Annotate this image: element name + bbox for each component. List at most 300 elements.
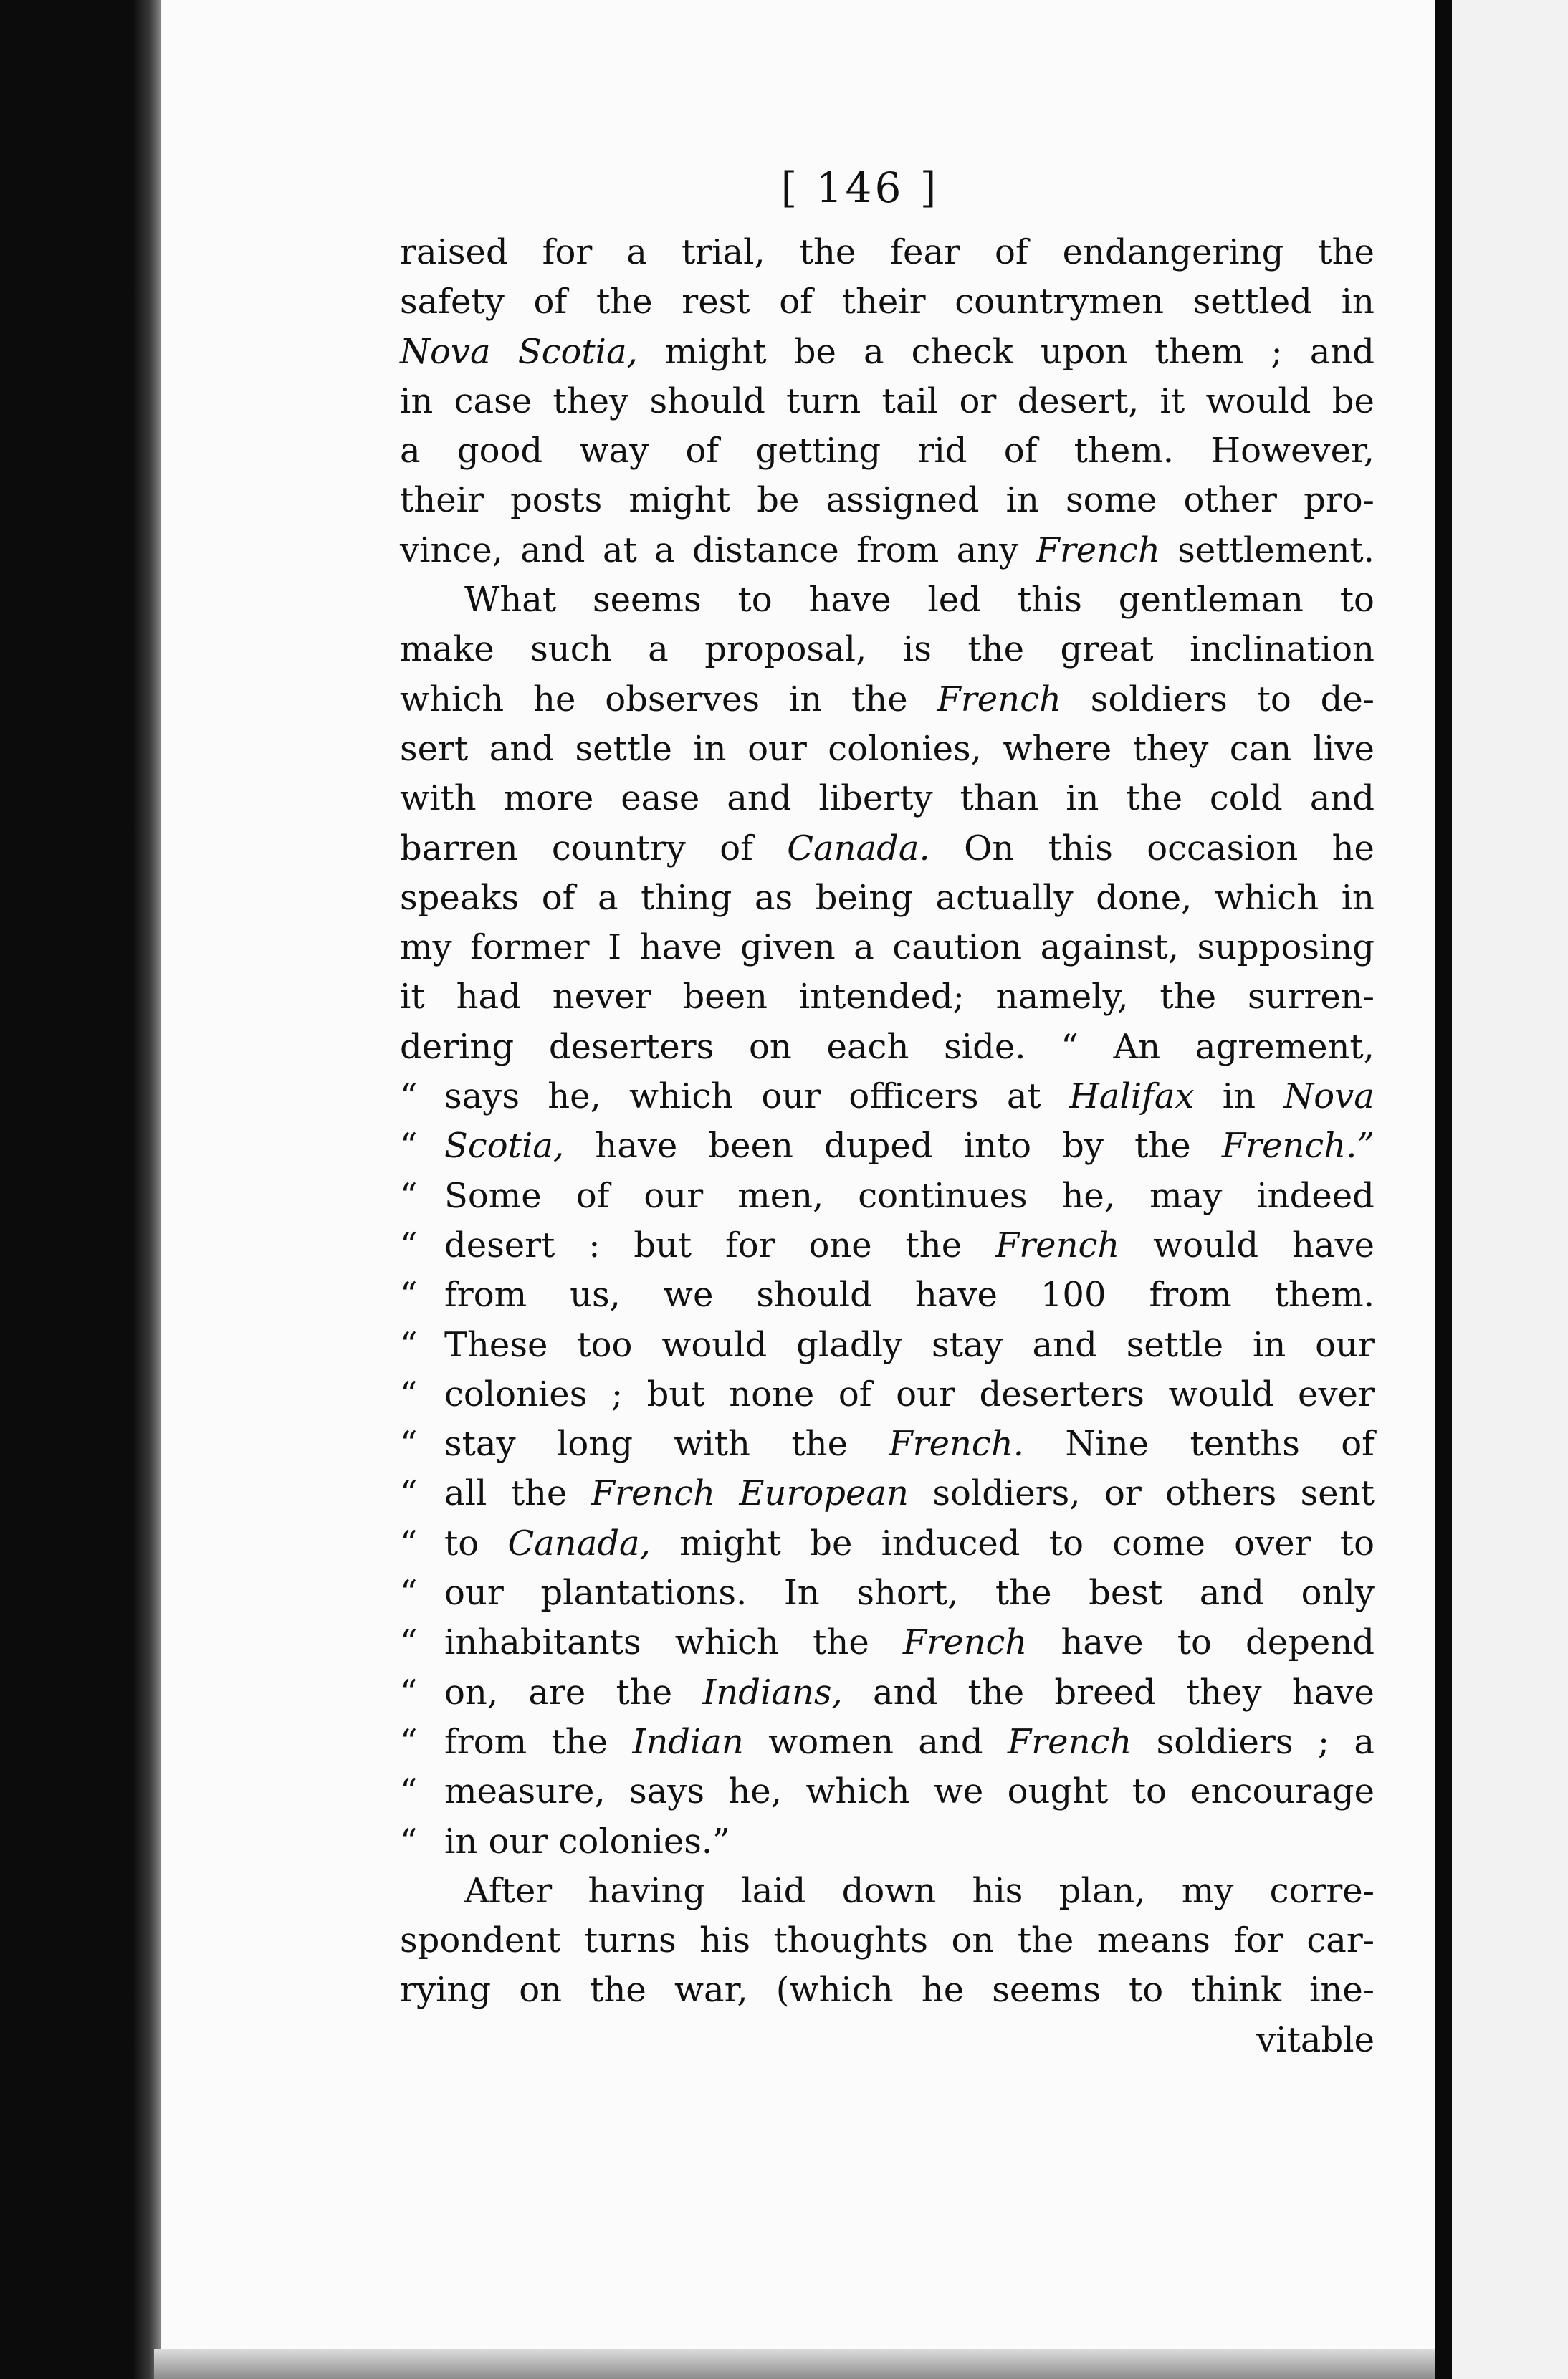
word: ; (1317, 1721, 1329, 1762)
word: gladly (796, 1324, 903, 1365)
word: been (708, 1126, 793, 1167)
word: all (444, 1473, 487, 1514)
quoted-line (400, 1718, 1375, 1767)
word: we (933, 1771, 984, 1812)
word: car- (1306, 1920, 1375, 1961)
word: but (634, 1225, 692, 1265)
word: of (685, 431, 720, 472)
word: a (854, 927, 874, 968)
word: had (456, 977, 521, 1018)
word: others (1165, 1473, 1277, 1514)
word: his (699, 1920, 750, 1961)
word: they (1132, 728, 1209, 769)
word: with (400, 778, 477, 819)
word: Canada, (507, 1523, 651, 1564)
word: tenths (1190, 1424, 1300, 1465)
word: which (629, 1076, 734, 1117)
word: from (444, 1275, 527, 1316)
word: having (588, 1870, 706, 1911)
word: After (464, 1870, 553, 1911)
word: endangering (1062, 232, 1284, 272)
quoted-text (444, 1469, 1375, 1518)
word: of (533, 282, 568, 322)
word: ine- (1309, 1970, 1375, 2011)
word: Indians, (702, 1672, 843, 1713)
word: case (454, 380, 532, 421)
word: he (1332, 828, 1375, 868)
word: and (520, 530, 585, 570)
word: them. (1074, 431, 1175, 472)
word: women (768, 1721, 894, 1762)
text-line (400, 923, 1375, 972)
word: from (856, 530, 940, 570)
word: the (510, 1473, 568, 1514)
word: laid (741, 1870, 806, 1911)
word: the (590, 1970, 646, 2011)
word: assigned (826, 480, 980, 521)
word: been (682, 977, 768, 1018)
word: in (1341, 877, 1375, 918)
word: led (927, 580, 981, 621)
word: to (1132, 1771, 1167, 1812)
word: Nine (1065, 1424, 1149, 1465)
word: think (1191, 1970, 1281, 2011)
word: caution (892, 927, 1023, 968)
word: settle (1126, 1324, 1224, 1365)
word: surren- (1247, 977, 1375, 1018)
word: can (1229, 728, 1292, 769)
text-line (400, 526, 1375, 575)
word: An (1113, 1026, 1161, 1067)
word: given (740, 927, 836, 968)
word: on (748, 1026, 792, 1067)
word: to (1339, 1523, 1375, 1564)
word: as (754, 877, 793, 918)
word: turn (786, 380, 861, 421)
word: and (1199, 1573, 1265, 1614)
text-line (400, 1023, 1375, 1072)
quote-mark: “ (400, 1672, 418, 1713)
word: a (863, 331, 884, 372)
quote-mark: “ (400, 1126, 418, 1167)
word: way (579, 431, 649, 472)
quoted-text (444, 1370, 1375, 1420)
word: Halifax (1069, 1076, 1195, 1117)
word: a (400, 431, 421, 472)
word: us, (570, 1275, 621, 1316)
word: a (597, 877, 618, 918)
word: each (826, 1026, 909, 1067)
quoted-text (444, 1718, 1375, 1767)
word: desert (444, 1225, 555, 1265)
word: have (808, 580, 891, 621)
word: them. (1274, 1275, 1375, 1316)
word: vince, (400, 530, 503, 570)
word: stay (931, 1324, 1003, 1365)
left-binding-edge (0, 0, 154, 2379)
word: have (1291, 1225, 1375, 1265)
word: and (727, 778, 792, 819)
word: men, (737, 1175, 824, 1216)
quoted-line (400, 1817, 1375, 1867)
word: However, (1210, 431, 1375, 472)
quoted-line (400, 1569, 1375, 1618)
word: on, (444, 1672, 499, 1713)
word: any (956, 530, 1019, 570)
word: such (530, 629, 612, 670)
word: : (588, 1225, 601, 1265)
word: ease (621, 778, 700, 819)
word: only (1301, 1573, 1375, 1614)
word: would (661, 1324, 768, 1365)
word: the (1160, 977, 1217, 1018)
word: settled (1192, 282, 1312, 322)
word: our (747, 728, 807, 769)
word: our (644, 1175, 704, 1216)
word: breed (1054, 1672, 1156, 1713)
word: might (664, 331, 767, 372)
word: tail (881, 380, 939, 421)
word: European (739, 1473, 909, 1514)
word: On (964, 828, 1015, 868)
quoted-text (444, 1072, 1375, 1121)
word: rest (682, 282, 750, 322)
word: colonies (444, 1374, 588, 1415)
quoted-text (444, 1767, 1375, 1816)
word: French.” (1221, 1126, 1375, 1167)
word: raised (400, 232, 508, 272)
word: inhabitants (444, 1622, 641, 1663)
word: Some (444, 1175, 542, 1216)
word: French. (889, 1424, 1024, 1465)
word: for (725, 1225, 775, 1265)
quoted-text: in our colonies.” (444, 1821, 730, 1862)
word: than (960, 778, 1039, 819)
word: countrymen (955, 282, 1165, 322)
word: of (994, 232, 1028, 272)
word: upon (1040, 331, 1128, 372)
word: which (400, 679, 505, 719)
word: namely, (995, 977, 1129, 1018)
word: short, (856, 1573, 959, 1614)
word: Nova (400, 331, 491, 372)
word: which (805, 1771, 910, 1812)
text-line (400, 625, 1375, 674)
word: have (1061, 1622, 1144, 1663)
word: in (1066, 778, 1099, 819)
quote-mark: “ (400, 1523, 418, 1564)
word: be (1332, 380, 1375, 421)
word: them (1155, 331, 1244, 372)
word: spondent (400, 1920, 561, 1961)
page-body-text (400, 228, 1375, 2065)
word: or (1104, 1473, 1142, 1514)
word: to (1129, 1970, 1164, 2011)
word: of (1003, 431, 1038, 472)
word: means (1096, 1920, 1210, 1961)
bottom-scan-edge (154, 2349, 1435, 2379)
word: being (815, 877, 913, 918)
word: country (551, 828, 686, 868)
word: actually (935, 877, 1074, 918)
word: it (1160, 380, 1185, 421)
page-number-header: [ 146 ] (780, 163, 940, 212)
word: of (838, 1374, 872, 1415)
word: of (541, 877, 575, 918)
word: duped (823, 1126, 933, 1167)
word: or (959, 380, 997, 421)
word: with (674, 1424, 750, 1465)
word: in (693, 728, 727, 769)
word: and (1309, 331, 1375, 372)
word: rying (400, 1970, 492, 2011)
quote-mark: “ (400, 1573, 418, 1614)
word: observes (605, 679, 760, 719)
quote-mark: “ (400, 1424, 418, 1465)
text-line (400, 1966, 1375, 2015)
quoted-line (400, 1618, 1375, 1667)
word: thing (641, 877, 732, 918)
word: into (963, 1126, 1032, 1167)
word: his (972, 1870, 1023, 1911)
quoted-text (444, 1420, 1375, 1469)
word: and (1032, 1324, 1097, 1365)
quote-mark: “ (400, 1622, 418, 1663)
word: a (626, 232, 647, 272)
word: which (1214, 877, 1319, 918)
word: Scotia, (517, 331, 638, 372)
quote-mark: “ (400, 1821, 418, 1862)
word: never (552, 977, 651, 1018)
word: best (1089, 1573, 1163, 1614)
word: in (1005, 480, 1039, 521)
word: by (1062, 1126, 1104, 1167)
word: on (951, 1920, 995, 1961)
word: soldiers (1156, 1721, 1294, 1762)
word: settle (575, 728, 672, 769)
word: Indian (632, 1721, 744, 1762)
word: the (791, 1424, 848, 1465)
word: says (629, 1771, 705, 1812)
quoted-line (400, 1668, 1375, 1718)
paragraph-start-line (400, 575, 1375, 625)
word: have (639, 927, 722, 968)
word: check (911, 331, 1013, 372)
word: a (654, 530, 675, 570)
word: In (783, 1573, 820, 1614)
word: he, (728, 1771, 782, 1812)
word: the (1134, 1126, 1191, 1167)
word: to (1339, 580, 1375, 621)
word: gentleman (1118, 580, 1304, 621)
word: Scotia, (444, 1126, 565, 1167)
word: measure, (444, 1771, 606, 1812)
word: the (967, 629, 1024, 670)
word: in (400, 380, 434, 421)
word: have (1291, 1672, 1375, 1713)
word: in (1222, 1076, 1256, 1117)
word: intended; (798, 977, 965, 1018)
word: it (400, 977, 425, 1018)
word: make (400, 629, 494, 670)
word: which (674, 1622, 779, 1663)
text-line (400, 724, 1375, 774)
word: but (646, 1374, 705, 1415)
word: he, (1061, 1175, 1116, 1216)
quoted-line (400, 1370, 1375, 1420)
quote-mark: “ (400, 1275, 418, 1316)
word: our (761, 1076, 821, 1117)
word: Nova (1283, 1076, 1375, 1117)
quote-mark: “ (400, 1225, 418, 1265)
quoted-text (444, 1172, 1375, 1221)
word: our (896, 1374, 955, 1415)
word: one (808, 1225, 872, 1265)
word: indeed (1256, 1175, 1375, 1216)
word: might (628, 480, 731, 521)
word: French (902, 1622, 1028, 1663)
word: plantations. (540, 1573, 747, 1614)
word: seems (593, 580, 702, 621)
word: have (595, 1126, 678, 1167)
word: and (918, 1721, 983, 1762)
word: ; (1271, 331, 1283, 372)
word: officers (848, 1076, 979, 1117)
word: the (813, 1622, 869, 1663)
word: to (1048, 1523, 1084, 1564)
word: occasion (1147, 828, 1299, 868)
quoted-text (444, 1270, 1375, 1320)
quoted-text (444, 1121, 1375, 1171)
adjacent-page-strip (1452, 0, 1568, 2379)
word: fear (890, 232, 960, 272)
word: the (616, 1672, 673, 1713)
quote-mark: “ (400, 1473, 418, 1514)
catchword: vitable (1256, 2019, 1375, 2060)
word: turns (583, 1920, 677, 1961)
word: my (400, 927, 452, 968)
word: of (1341, 1424, 1375, 1465)
word: safety (400, 282, 505, 322)
word: ought (1007, 1771, 1109, 1812)
word: induced (881, 1523, 1020, 1564)
word: ever (1298, 1374, 1375, 1415)
word: pro- (1304, 480, 1375, 521)
word: might (679, 1523, 781, 1564)
word: side. (944, 1026, 1026, 1067)
word: over (1234, 1523, 1311, 1564)
quoted-text (444, 1668, 1375, 1718)
quote-mark: “ (400, 1175, 418, 1216)
word: are (528, 1672, 586, 1713)
word: in (788, 679, 823, 719)
word: dering (400, 1026, 515, 1067)
word: from (1149, 1275, 1232, 1316)
word: French (1036, 530, 1160, 570)
word: at (602, 530, 637, 570)
word: settlement. (1177, 530, 1375, 570)
text-line (400, 824, 1375, 873)
word: great (1060, 629, 1154, 670)
quoted-line (400, 1469, 1375, 1518)
word: this (1017, 580, 1082, 621)
word: French (937, 679, 1061, 719)
quoted-text (444, 1569, 1375, 1618)
word: deserters (548, 1026, 714, 1067)
quoted-text (444, 1618, 1375, 1667)
word: ; (611, 1374, 623, 1415)
word: be (810, 1523, 853, 1564)
right-page-edge (1435, 0, 1452, 2379)
word: the (551, 1721, 608, 1762)
word: should (756, 1275, 872, 1316)
word: down (841, 1870, 937, 1911)
word: is (902, 629, 932, 670)
word: other (1183, 480, 1277, 521)
paragraph-start-line (400, 1867, 1375, 1916)
word: the (1017, 1920, 1074, 1961)
word: depend (1246, 1622, 1375, 1663)
word: our (1315, 1324, 1375, 1365)
word: and (873, 1672, 938, 1713)
word: continues (858, 1175, 1028, 1216)
word: getting (755, 431, 881, 472)
word: 100 (1040, 1275, 1106, 1316)
word: for (1233, 1920, 1283, 1961)
word: done, (1096, 877, 1192, 918)
word: soldiers (1090, 679, 1228, 719)
word: corre- (1269, 1870, 1375, 1911)
quoted-line (400, 1519, 1375, 1569)
quoted-line (400, 1172, 1375, 1221)
word: would (1153, 1225, 1259, 1265)
word: the (799, 232, 856, 272)
word: our (444, 1573, 504, 1614)
word: their (841, 282, 926, 322)
word: we (663, 1275, 714, 1316)
word: desert, (1017, 380, 1139, 421)
word: speaks (400, 877, 520, 918)
word: the (905, 1225, 962, 1265)
word: be (757, 480, 800, 521)
word: their (400, 480, 484, 521)
word: for (542, 232, 593, 272)
word: proposal, (704, 629, 867, 670)
word: a (648, 629, 669, 670)
word: at (1006, 1076, 1041, 1117)
word: he (921, 1970, 965, 2011)
quoted-text (444, 1321, 1375, 1370)
word: seems (992, 1970, 1101, 2011)
word: liberty (818, 778, 933, 819)
word: the (596, 282, 653, 322)
word: deserters (979, 1374, 1144, 1415)
word: and (1309, 778, 1375, 819)
word: posts (510, 480, 603, 521)
word: to (1256, 679, 1291, 719)
word: a (1354, 1721, 1375, 1762)
quote-mark: “ (400, 1771, 418, 1812)
word: long (557, 1424, 633, 1465)
word: where (1003, 728, 1112, 769)
word: (which (775, 1970, 894, 2011)
word: should (649, 380, 765, 421)
word: may (1149, 1175, 1223, 1216)
word: against, (1040, 927, 1179, 968)
quote-mark: “ (400, 1324, 418, 1365)
word: they (1185, 1672, 1262, 1713)
word: good (456, 431, 543, 472)
